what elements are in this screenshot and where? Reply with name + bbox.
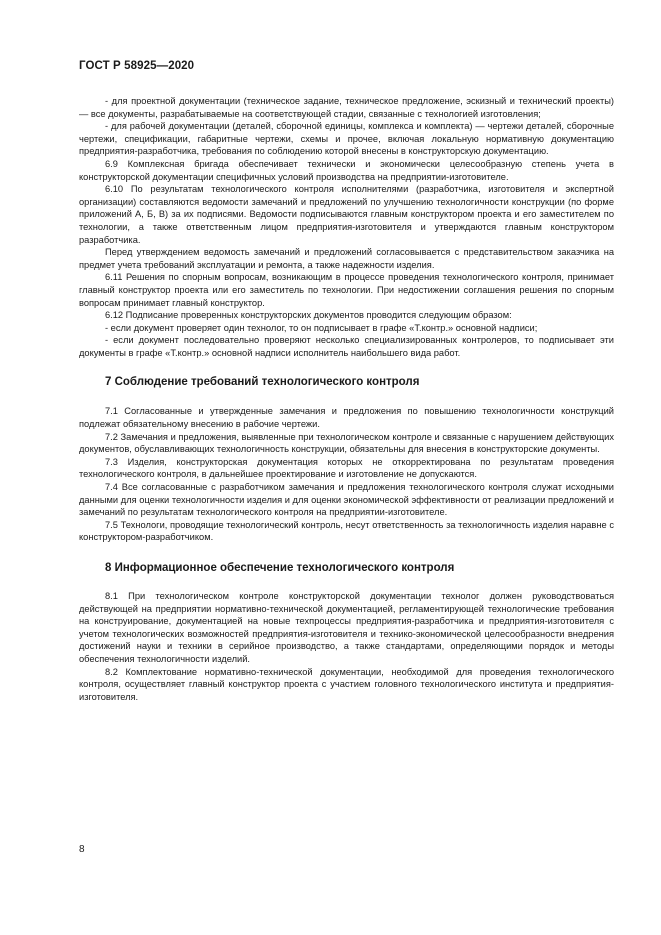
paragraph: 7.3 Изделия, конструкторская документация которых не откорректирована по результатам проведения технологического контроля, в дальнейшее проектирование и изготовление не допускаются. xyxy=(79,456,614,480)
paragraph: - если документ последовательно проверяют несколько специализированных контролеров, то подписывает эти документы в графе «Т.контр.» основной надписи исполнитель наибольшего вида работ. xyxy=(79,335,614,358)
page-number: 8 xyxy=(79,844,85,855)
paragraph: 7.4 Все согласованные с разработчиком замечания и предложения технологического контроля служат исходными данными для оценки технологичности изделия и для оценки экономической эффективности от реализации предложений и замечаний по результатам технологического контроля на предприятии-изготовителе. xyxy=(79,482,614,518)
standard-designation: ГОСТ Р 58925—2020 xyxy=(79,60,195,72)
paragraph: 6.12 Подписание проверенных конструкторских документов проводится следующим образом: xyxy=(105,310,512,321)
paragraph: 8.1 При технологическом контроле конструкторской документации технолог должен руководствоваться действующей на предприятии нормативно-технической документацией, регламентирующей технологические требования на конструирование, документацией на новые техпроцессы предприятия-разработчика и предприятия-изготовителя с учетом технологических возможностей предприятия-изготовителя и технико-экономической целесообразности внедрения достижений науки и техники в серийное производство, а также стандартами, определяющими порядок и методы обеспечения технологичности изделий. xyxy=(79,591,614,664)
paragraph: 6.9 Комплексная бригада обеспечивает технически и экономически целесообразную степень учета в конструкторской документации специфичных условий производства на предприятии-изготовителе. xyxy=(79,158,614,182)
section-7-heading: 7 Соблюдение требований технологического контроля xyxy=(105,376,420,389)
paragraph: 7.5 Технологи, проводящие технологический контроль, несут ответственность за технологичность изделия наравне с конструктором-разработчиком. xyxy=(79,519,614,543)
paragraph: 7.1 Согласованные и утвержденные замечания и предложения по повышению технологичности конструкций подлежат обязательному внесению в рабочие чертежи. xyxy=(79,406,614,430)
paragraph: - для рабочей документации (деталей, сборочной единицы, комплекса и комплекта) — чертежи деталей, сборочные чертежи, спецификации, габаритные чертежи, схемы и прочее, включая локальную нормативную документацию предприятия-разработчика, требования по соблюдению которой внесены в конструкторскую документацию. xyxy=(79,121,614,157)
paragraph: 8.2 Комплектование нормативно-технической документации, необходимой для проведения технологического контроля, осуществляет главный конструктор проекта с участием головного технологического института и предприятия-изготовителя. xyxy=(79,666,614,702)
paragraph: 6.11 Решения по спорным вопросам, возникающим в процессе проведения технологического контроля, принимает главный конструктор проекта или его заместитель по технологии. При недостижении соглашения решения по спорным вопросам принимает главный конструктор. xyxy=(79,272,614,308)
paragraph: - для проектной документации (техническое задание, техническое предложение, эскизный и технический проекты) — все документы, разрабатываемые на соответствующей стадии, связанные с технологией изготовления; xyxy=(79,96,614,119)
paragraph: - если документ проверяет один технолог, то он подписывает в графе «Т.контр.» основной надписи; xyxy=(105,322,538,333)
paragraph: 6.10 По результатам технологического контроля исполнителями (разработчика, изготовителя и экспертной организации) составляются ведомости замечаний и предложений по улучшению технологичности конструкции (по форме приложений А, Б, В) за их подписями. Ведомости подписываются главным конструктором проекта и его заместителем по технологии, а также ответственным лицом предприятия-изготовителя и утверждаются главным конструктором разработчика. xyxy=(79,184,614,245)
section-8-heading: 8 Информационное обеспечение технологического контроля xyxy=(105,562,455,574)
document-body xyxy=(79,95,614,703)
paragraph: 7.2 Замечания и предложения, выявленные при технологическом контроле и связанные с нарушением действующих документов, обуславливающих технологичность конструкции, обязательны для внесения в конструкторские документы. xyxy=(79,431,614,455)
paragraph: Перед утверждением ведомость замечаний и предложений согласовывается с представительством заказчика на предмет учета требований эксплуатации и ремонта, а также надежности изделия. xyxy=(79,247,614,270)
